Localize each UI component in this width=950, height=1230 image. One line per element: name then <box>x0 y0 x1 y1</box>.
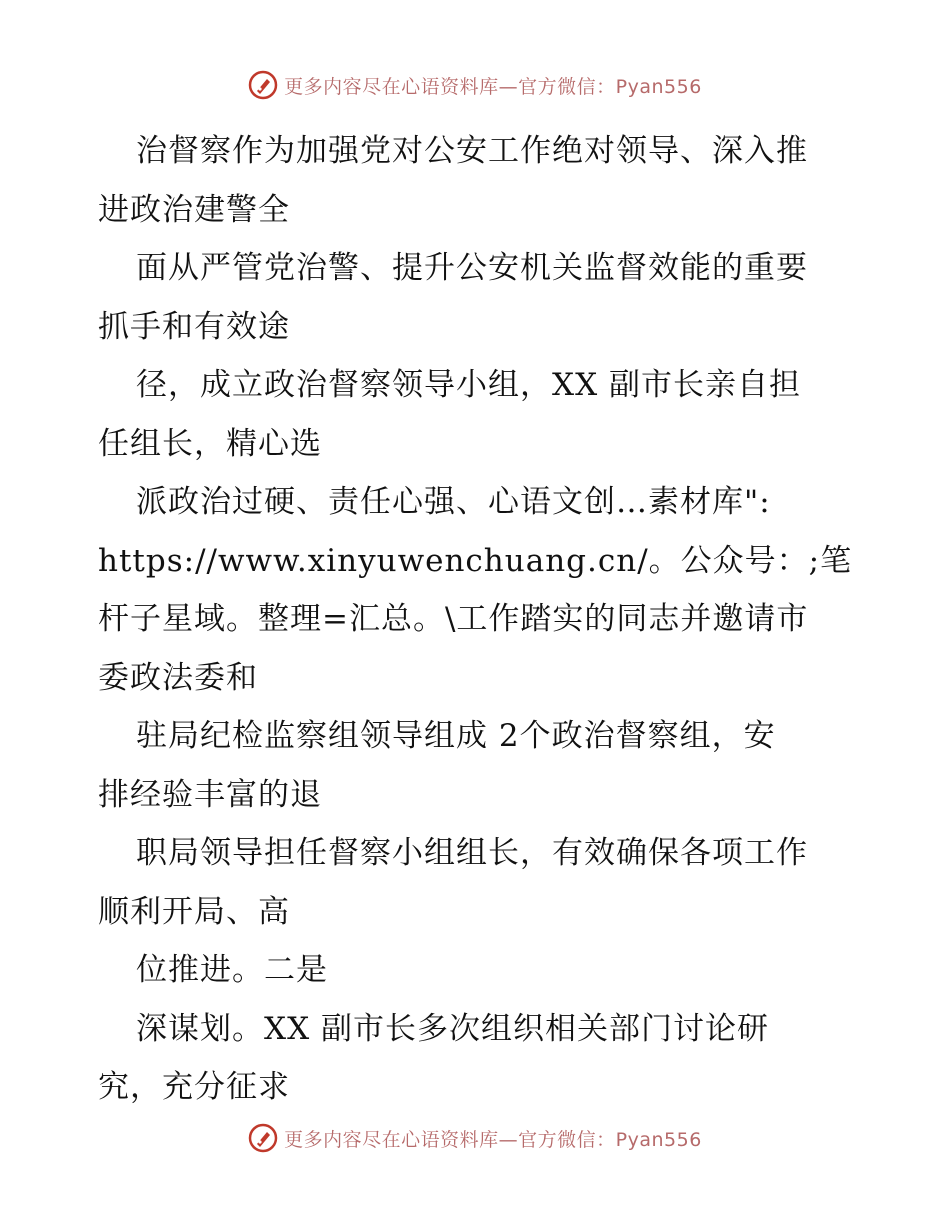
header-watermark-text: 更多内容尽在心语资料库—官方微信：Pyan556 <box>284 75 702 98</box>
footer-watermark <box>0 1123 950 1153</box>
text-line: 排经验丰富的退 <box>98 776 322 813</box>
header-watermark <box>0 70 950 100</box>
pen-nib-logo-icon <box>248 1123 278 1153</box>
pen-nib-logo-icon <box>248 70 278 100</box>
text-line: 深谋划。XX 副市长多次组织相关部门讨论研 <box>136 1010 769 1047</box>
text-line: 径，成立政治督察领导小组，XX 副市长亲自担 <box>136 367 801 403</box>
text-line: 进政治建警全 <box>98 191 290 228</box>
text-line: 职局领导担任督察小组组长，有效确保各项工作 <box>136 835 808 871</box>
document-body <box>98 122 868 1117</box>
text-line: 驻局纪检监察组领导组成 2个政治督察组，安 <box>136 718 776 754</box>
text-line: 杆子星域。整理=汇总。\工作踏实的同志并邀请市 <box>98 601 809 637</box>
text-line: https://www.xinyuwenchuang.cn/。公众号：;笔 <box>98 542 853 579</box>
text-line: 顺利开局、高 <box>98 893 290 930</box>
text-line: 任组长，精心选 <box>98 425 322 462</box>
text-line: 治督察作为加强党对公安工作绝对领导、深入推 <box>136 133 808 169</box>
footer-watermark-text: 更多内容尽在心语资料库—官方微信：Pyan556 <box>284 1128 702 1151</box>
text-line: 委政法委和 <box>98 659 258 696</box>
text-line: 抓手和有效途 <box>98 308 290 345</box>
text-line: 究，充分征求 <box>98 1069 290 1105</box>
text-line: 位推进。二是 <box>136 952 328 988</box>
text-line: 面从严管党治警、提升公安机关监督效能的重要 <box>136 250 808 286</box>
text-line: 派政治过硬、责任心强、心语文创…素材库": <box>136 484 771 520</box>
